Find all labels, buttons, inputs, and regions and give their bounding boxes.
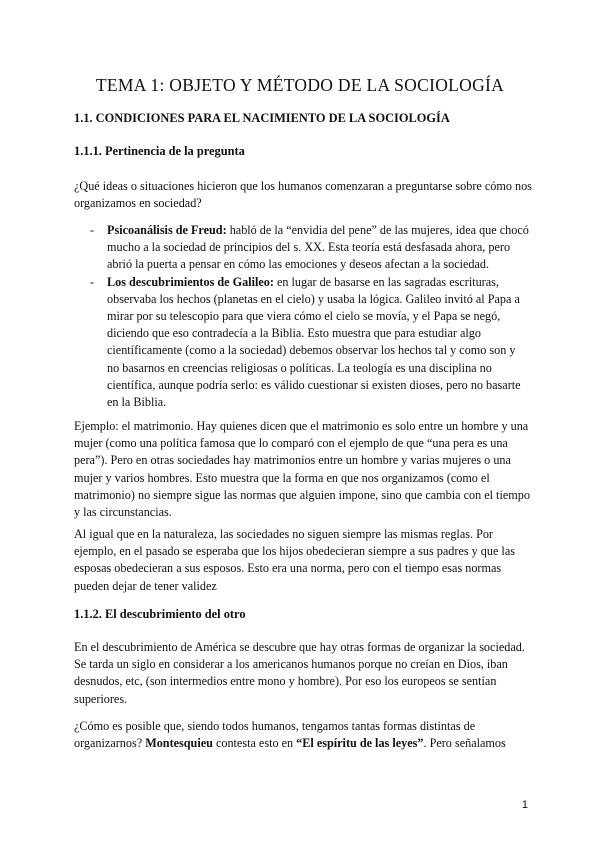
subsection-heading-1-1-2: 1.1.2. El descubrimiento del otro	[74, 607, 246, 621]
bullet-text: habló de la “envidia del pene” de las mujeres, idea que chocó mucho a la sociedad de principios del s. XX. Esta teoría está desfasada ahora, pero abrió la puerta a pensar en cómo las emociones y deseos afectan a la sociedad.	[107, 223, 529, 272]
bullet-text: en lugar de basarse en las sagradas escrituras, observaba los hechos (planetas en el cielo) y usaba la lógica. Galileo invitó al Papa a mirar por su telescopio para que viera cómo el cielo se movía, y el Papa se negó, diciendo que eso contradecía a la Biblia. Esto muestra que para estudiar algo científicamente (como a la sociedad) debemos observar los hechos tal y como son y no basarnos en creencias religiosas o políticas. La teología es una disciplina no científica, aunque podría serlo: es válido cuestionar si existen dioses, pero no basarte en la Biblia.	[107, 274, 521, 410]
bullet-list	[90, 222, 530, 411]
montesquieu-paragraph	[74, 718, 534, 752]
bullet-item-galileo	[90, 274, 530, 412]
example-paragraph: Ejemplo: el matrimonio. Hay quienes dicen que el matrimonio es solo entre un hombre y una mujer (como una política famosa que lo comparó con el ejemplo de que “una pera es una pera”). Pero en otras sociedades hay matrimonios entre un hombre y varias mujeres o una mujer y varios hombres. Esto muestra que la forma en que nos organizamos (como el matrimonio) no siempre sigue las normas que alguien impone, sino que cambia con el tiempo y las circunstancias.	[74, 419, 530, 520]
america-paragraph: En el descubrimiento de América se descubre que hay otras formas de organizar la sociedad. Se tarda un siglo en considerar a los americanos humanos porque no creían en Dios, iban desnudos, etc, (son intermedios entre mono y hombre). Por eso los europeos se sentían superiores.	[74, 640, 525, 706]
page-number: 1	[521, 799, 528, 811]
paragraph-text: ¿Cómo es posible que, siendo todos humanos, tengamos tantas formas distintas de organizarnos?	[74, 719, 476, 751]
document-title: TEMA 1: OBJETO Y MÉTODO DE LA SOCIOLOGÍA	[95, 75, 505, 95]
author-name: Montesquieu	[145, 736, 213, 751]
bullet-dash: -	[90, 274, 95, 289]
section-heading-1-1: 1.1. CONDICIONES PARA EL NACIMIENTO DE LA SOCIOLOGÍA	[74, 111, 450, 125]
paragraph-text: contesta esto en	[212, 736, 297, 751]
bullet-term: Psicoanálisis de Freud:	[107, 223, 227, 237]
subsection-heading-1-1-1: 1.1.1. Pertinencia de la pregunta	[74, 144, 245, 158]
bullet-item-freud	[90, 222, 530, 274]
bullet-term: Los descubrimientos de Galileo:	[107, 274, 274, 289]
paragraph-text: . Pero señalamos	[423, 736, 506, 751]
intro-question-paragraph: ¿Qué ideas o situaciones hicieron que los humanos comenzaran a preguntarse sobre cómo nos organizamos en sociedad?	[74, 179, 532, 211]
nature-paragraph: Al igual que en la naturaleza, las sociedades no siguen siempre las mismas reglas. Por ejemplo, en el pasado se esperaba que los hijos obedecieran siempre a sus padres y que las esposas obedecieran a sus esposos. Esto era una norma, pero con el tiempo esas normas pueden dejar de tener validez	[74, 527, 515, 593]
bullet-dash: -	[90, 223, 95, 237]
work-title: “El espíritu de las leyes”	[296, 736, 424, 751]
